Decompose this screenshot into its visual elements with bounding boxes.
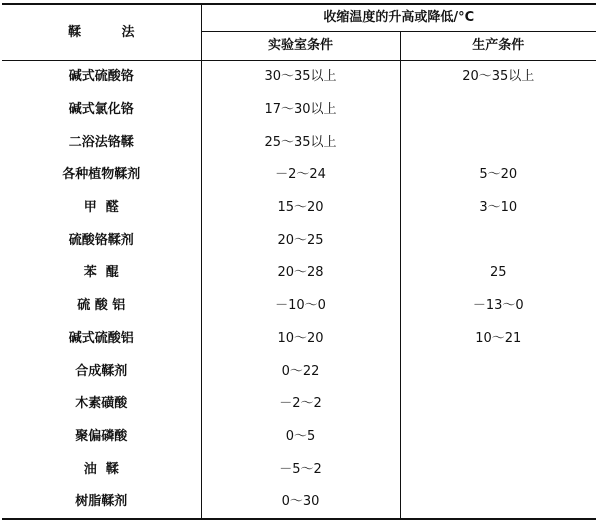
production-value-cell: 3～10 [479, 200, 518, 216]
method-cell: 硫 酸 铝 [2, 289, 201, 322]
table-row [2, 420, 596, 453]
table-row [2, 453, 596, 486]
method-cell: 聚偏磷酸 [2, 420, 201, 453]
production-value-cell: 25 [489, 265, 507, 281]
table-row [2, 289, 596, 322]
lab-value-cell: －10～0 [201, 289, 400, 322]
lab-value-cell: 10～20 [201, 322, 400, 355]
method-cell: 二浴法铬鞣 [2, 126, 201, 159]
table-header [2, 4, 596, 60]
table-row [2, 93, 596, 126]
lab-value-cell: －5～2 [201, 453, 400, 486]
method-column-header: 鞣 法 [2, 4, 201, 60]
production-value-cell: 20～35以上 [462, 69, 535, 85]
lab-value-cell: 0～30 [201, 485, 400, 519]
production-value-cell [400, 355, 596, 388]
method-cell: 苯 醌 [2, 257, 201, 290]
production-value-cell: 5～20 [479, 167, 518, 183]
method-cell: 甲 醛 [2, 191, 201, 224]
production-value-cell: －13～0 [472, 298, 524, 314]
table-body [2, 60, 596, 519]
method-cell: 碱式硫酸铬 [2, 60, 201, 93]
lab-value-cell: 17～30以上 [201, 93, 400, 126]
table-row [2, 257, 596, 290]
table-row [2, 355, 596, 388]
lab-value-cell: 25～35以上 [201, 126, 400, 159]
production-value-cell [400, 485, 596, 519]
table-row [2, 387, 596, 420]
table-row [2, 60, 596, 93]
method-cell: 木素磺酸 [2, 387, 201, 420]
production-value-cell [400, 126, 596, 159]
production-value-cell [400, 224, 596, 257]
production-value-cell [400, 93, 596, 126]
method-cell: 硫酸铬鞣剂 [2, 224, 201, 257]
method-cell: 合成鞣剂 [2, 355, 201, 388]
method-cell: 树脂鞣剂 [2, 485, 201, 519]
production-value-cell [400, 387, 596, 420]
tanning-temperature-table [2, 3, 596, 520]
method-cell: 油 鞣 [2, 453, 201, 486]
table-row [2, 126, 596, 159]
lab-value-cell: 20～28 [201, 257, 400, 290]
lab-value-cell: 15～20 [201, 191, 400, 224]
production-value-cell [400, 453, 596, 486]
lab-value-cell: 20～25 [201, 224, 400, 257]
table-row [2, 191, 596, 224]
lab-conditions-header: 实验室条件 [201, 31, 400, 60]
lab-value-cell: 30～35以上 [201, 60, 400, 93]
lab-value-cell: －2～24 [201, 159, 400, 192]
table-row [2, 322, 596, 355]
lab-value-cell: －2～2 [201, 387, 400, 420]
lab-value-cell: 0～22 [201, 355, 400, 388]
lab-value-cell: 0～5 [201, 420, 400, 453]
production-value-cell: 10～21 [475, 330, 522, 346]
production-conditions-header: 生产条件 [400, 31, 596, 60]
method-cell: 碱式硫酸铝 [2, 322, 201, 355]
production-value-cell [400, 420, 596, 453]
method-cell: 各种植物鞣剂 [2, 159, 201, 192]
table-row [2, 159, 596, 192]
temperature-change-header: 收缩温度的升高或降低/°C [201, 4, 596, 31]
table-row [2, 485, 596, 519]
table-row [2, 224, 596, 257]
method-cell: 碱式氯化铬 [2, 93, 201, 126]
